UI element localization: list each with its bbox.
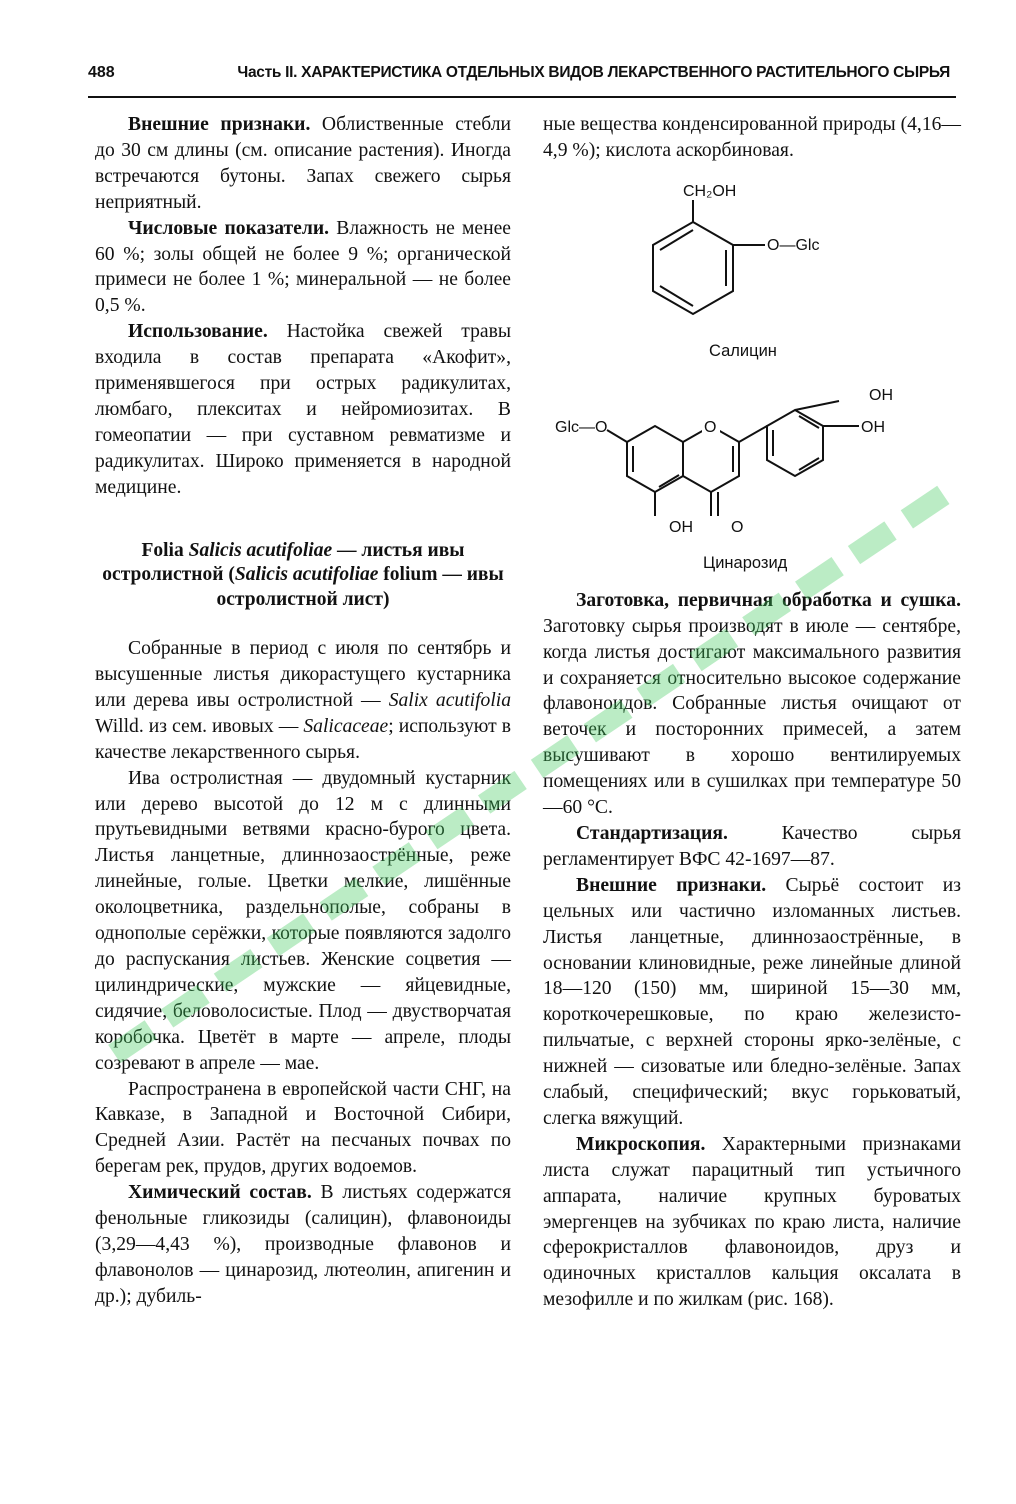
running-head: Часть II. ХАРАКТЕРИСТИКА ОТДЕЛЬНЫХ ВИДОВ ЛЕКАРСТВЕННОГО РАСТИТЕЛЬНОГО СЫРЬЯ (237, 64, 950, 81)
cynaroside-caption: Цинарозид (703, 553, 788, 572)
page-number: 488 (88, 64, 115, 81)
chemical-structures-svg (543, 170, 961, 574)
cynaroside-ring-o-label: O (704, 418, 717, 436)
lead-raw-features: Внешние признаки. (576, 874, 767, 896)
salicin-ch2oh-label: CH₂OH (683, 182, 737, 200)
salicin-structure (653, 200, 765, 314)
paragraph-microscopy (543, 1132, 961, 1313)
section-heading (95, 539, 511, 613)
cynaroside-carbonyl-o-label: O (731, 518, 744, 536)
lead-chemical-composition: Химический состав. (128, 1182, 312, 1204)
paragraph-harvesting (543, 588, 961, 821)
cynaroside-oh-top-label: OH (869, 386, 893, 404)
cynaroside-oh-right-label: OH (861, 418, 885, 436)
page-header (88, 64, 958, 90)
text-standardization: Качество сырья регламентирует ВФС 42-1697—87. (543, 822, 961, 870)
heading-part-italic: Salicis acutifoliae (188, 539, 333, 561)
text-part-italic: Salix acutifolia (388, 689, 512, 711)
text-part-italic: Salicaceae (303, 715, 389, 737)
text-harvesting: Заготовку сырья производят в июле — сентябре, когда листья достигают максимального развития и сохраняется относительно высокое содержание флавоноидов. Собранные листья очищают от веточек и посторонних примесей, а затем высушивают в хорошо вентилируемых помещениях или в сушилках при температуре 50—60 °С. (543, 615, 961, 819)
lead-standardization: Стандартизация. (576, 822, 728, 844)
text-part: ; используют в качестве лекарственного сырья. (95, 715, 511, 763)
text-raw-features: Сырьё состоит из цельных или частично изломанных листьев. Листья ланцетные, длиннозаострённые, в основании клиновидные, реже линейные длиной 18—120 (150) мм, шириной 15—30 мм, короткочерешковые, по краю железисто-пильчатые, с верхней стороны ярко-зелёные, с нижней — сизоватые или бледно-зелёные. Запах слабый, специфический; вкус горьковатый, слегка вяжущий. (543, 874, 962, 1129)
header-rule (88, 96, 956, 98)
salicin-double-bond (660, 230, 693, 250)
lead-external-features: Внешние признаки. (128, 114, 311, 135)
text-microscopy: Характерными признаками листа служат парацитный тип устьичного аппарата, наличие крупных буроватых эмергенцев на зубчиках по краю листа, наличие сферокристаллов флавоноидов, друз и одиночных кристаллов кальция оксалата в мезофилле и по жилкам (рис. 168). (543, 1133, 961, 1311)
chemical-structures-figure (543, 170, 961, 574)
paragraph-external-features (95, 112, 511, 216)
text-part: Willd. из сем. ивовых — (95, 715, 304, 737)
salicin-benzene-ring (653, 222, 733, 314)
cynaroside-structure (607, 401, 859, 516)
salicin-double-bond (660, 286, 693, 306)
salicin-oglc-label: O—Glc (767, 236, 820, 254)
paragraph-description: Ива остролистная — двудомный кустарник или дерево высотой до 12 м с длинными прутьевидными ветвями красно-бурого цвета. Листья ланцетные, длиннозаострённые, реже линейные, голые. Цветки мелкие, лишённые околоцветника, раздельнополые, собраны в однополые серёжки, которые появляются задолго до распускания листьев. Женские соцветия — цилиндрические, мужские — яйцевидные, сидячие, беловолосистые. Плод — двустворчатая коробочка. Цветёт в марте — апреле, плоды созревают в апреле — мае. (95, 767, 511, 1074)
cynaroside-oglc-bond (607, 430, 627, 442)
lead-harvesting: Заготовка, первичная обработка и сушка. (576, 589, 961, 611)
paragraph-raw-material (95, 636, 511, 766)
paragraph-chemical-composition (95, 1180, 511, 1310)
cynaroside-oh-bond (795, 401, 839, 410)
cynaroside-ring-b (767, 410, 823, 476)
heading-part: Folia (141, 539, 189, 561)
paragraph-raw-features (543, 873, 961, 1132)
lead-microscopy: Микроскопия. (576, 1133, 706, 1155)
paragraph-numeric-indicators (95, 216, 511, 320)
cynaroside-link-bond (739, 426, 767, 442)
heading-part: — листья ивы остролистной ( (102, 539, 465, 586)
heading-part-italic: Salicis acutifoliae (234, 564, 379, 586)
left-column (95, 112, 511, 1310)
paragraph-usage (95, 319, 511, 500)
text-part: Собранные в период с июля по сентябрь и высушенные листья дикорастущего кустарника или дерева ивы остролистной — (95, 638, 511, 711)
paragraph-continuation: ные вещества конденсированной природы (4,16—4,9 %); кислота аскорбиновая. (543, 114, 962, 161)
cynaroside-oglc-label: Glc—O (555, 418, 608, 436)
heading-part: folium — ивы остролистной лист) (216, 564, 504, 610)
right-column (543, 112, 961, 1313)
paragraph-standardization (543, 821, 961, 873)
salicin-caption: Салицин (709, 341, 777, 360)
cynaroside-oh-bottom-label: OH (669, 518, 693, 536)
text-usage: Настойка свежей травы входила в состав препарата «Акофит», применявшегося при острых радикулитах, люмбаго, плекситах и нейромиозитах. В гомеопатии — при суставном ревматизме и радикулитах. Широко применяется в народной медицине. (95, 321, 511, 498)
text-external-features: Облиственные стебли до 30 см длины (см. описание растения). Иногда встречаются бутоны. Запах свежего сырья неприятный. (95, 114, 511, 213)
lead-usage: Использование. (128, 321, 268, 343)
cynaroside-ring-a (627, 426, 683, 492)
text-numeric-indicators: Влажность не менее 60 %; золы общей не более 9 %; органической примеси не более 1 %; минеральной — не более 0,5 %. (95, 217, 512, 317)
paragraph-distribution: Распространена в европейской части СНГ, на Кавказе, в Западной и Восточной Сибири, Средней Азии. Растёт на песчаных почвах по берегам рек, прудов, других водоемов. (95, 1078, 511, 1178)
lead-numeric-indicators: Числовые показатели. (128, 217, 330, 239)
text-chemical-composition: В листьях содержатся фенольные гликозиды (салицин), флавоноиды (3,29—4,43 %), производные флавонов и флавонолов — цинарозид, лютеолин, апигенин и др.); дубиль- (95, 1182, 511, 1307)
